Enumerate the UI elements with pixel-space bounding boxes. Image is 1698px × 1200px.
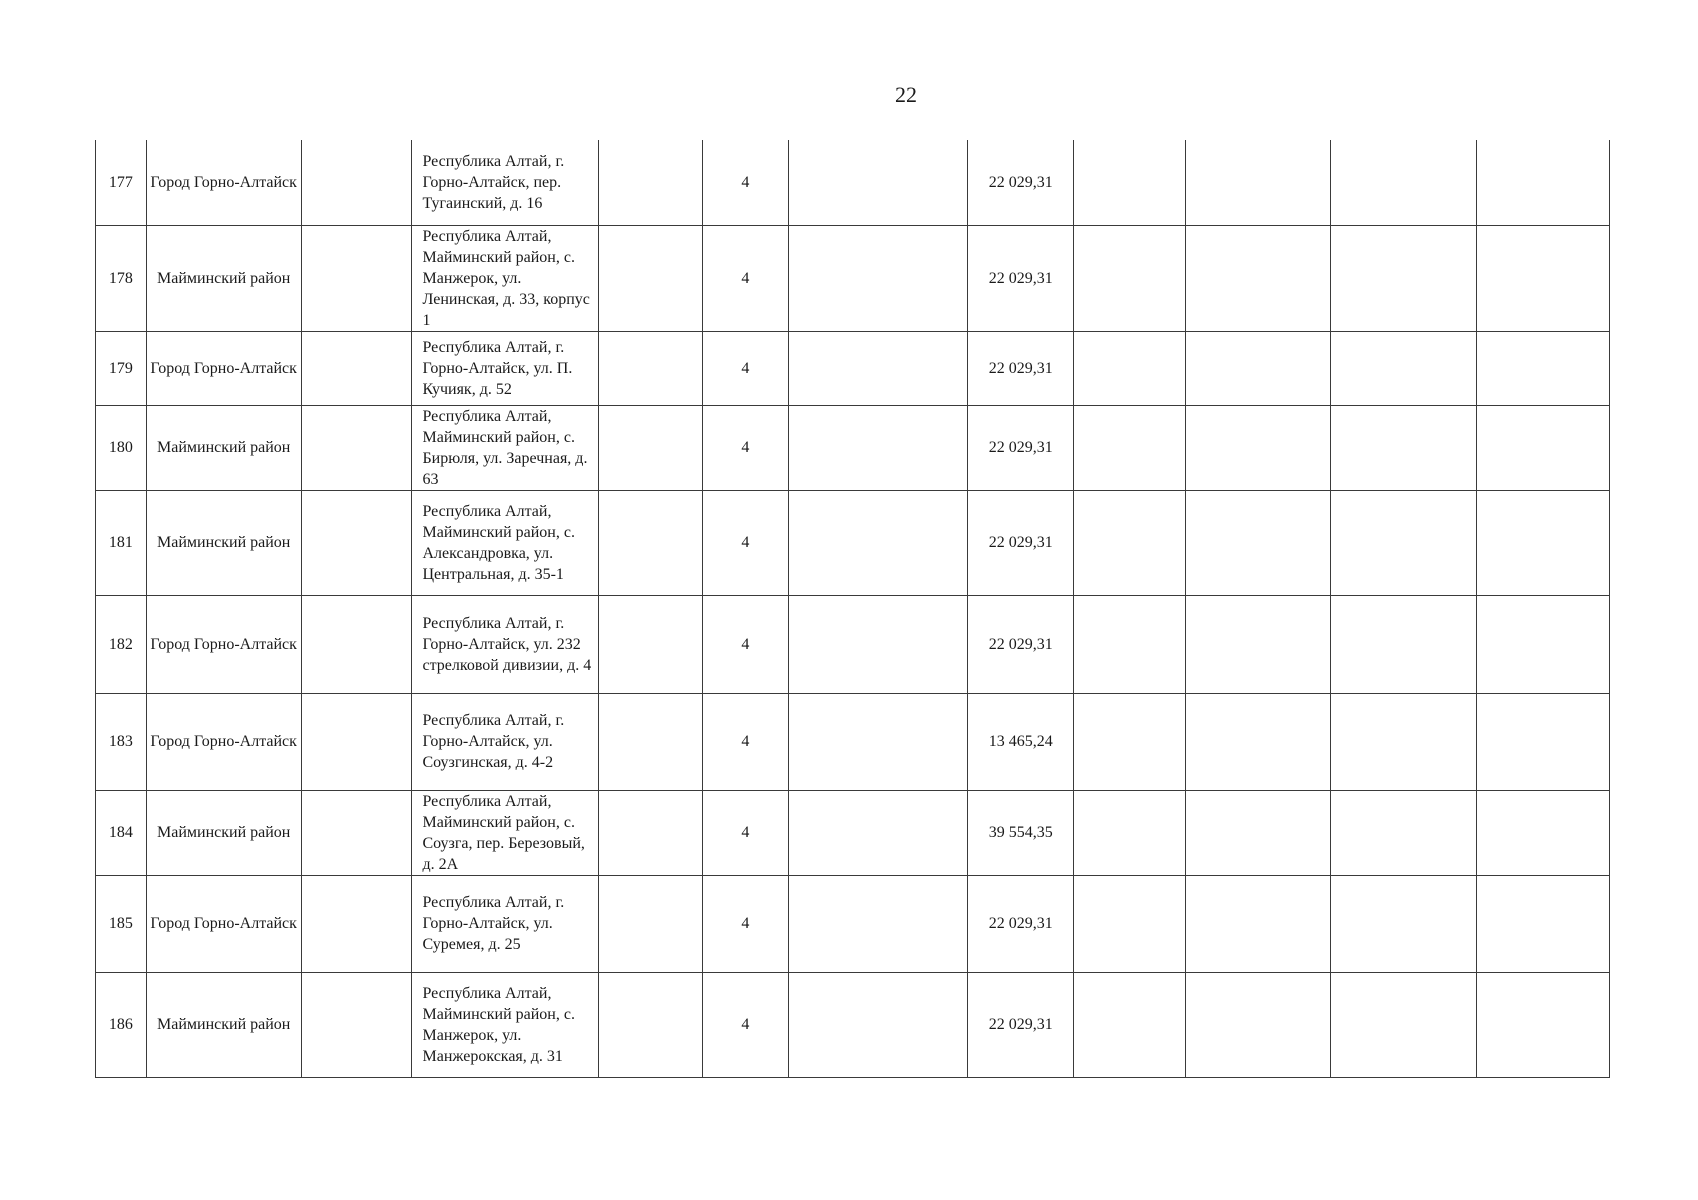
row-number: 183 (96, 693, 147, 790)
empty-cell (1073, 140, 1185, 225)
count-cell: 4 (702, 693, 789, 790)
amount-cell: 22 029,31 (968, 972, 1074, 1077)
count-cell: 4 (702, 595, 789, 693)
empty-cell (1331, 693, 1477, 790)
address-cell: Республика Алтай, Майминский район, с. Манжерок, ул. Ленинская, д. 33, корпус 1 (412, 225, 599, 331)
district-cell: Майминский район (146, 490, 301, 595)
empty-cell (1185, 790, 1331, 875)
page-number: 22 (895, 82, 917, 107)
empty-cell (789, 225, 968, 331)
count-cell: 4 (702, 140, 789, 225)
empty-cell (1073, 225, 1185, 331)
address-cell: Республика Алтай, г. Горно-Алтайск, пер. Тугаинский, д. 16 (412, 140, 599, 225)
address-cell: Республика Алтай, г. Горно-Алтайск, ул. Суремея, д. 25 (412, 875, 599, 972)
row-number: 177 (96, 140, 147, 225)
row-number: 179 (96, 331, 147, 405)
empty-cell (599, 595, 702, 693)
empty-cell (1331, 140, 1477, 225)
empty-cell (1073, 405, 1185, 490)
table-row (96, 490, 1610, 595)
empty-cell (301, 225, 412, 331)
empty-cell (789, 972, 968, 1077)
amount-cell: 22 029,31 (968, 875, 1074, 972)
empty-cell (789, 405, 968, 490)
empty-cell (301, 875, 412, 972)
row-number: 186 (96, 972, 147, 1077)
empty-cell (1476, 490, 1609, 595)
empty-cell (789, 140, 968, 225)
empty-cell (789, 595, 968, 693)
empty-cell (599, 693, 702, 790)
district-cell: Майминский район (146, 225, 301, 331)
empty-cell (1185, 595, 1331, 693)
empty-cell (1331, 875, 1477, 972)
count-cell: 4 (702, 225, 789, 331)
count-cell: 4 (702, 875, 789, 972)
empty-cell (1476, 790, 1609, 875)
empty-cell (301, 490, 412, 595)
empty-cell (1476, 972, 1609, 1077)
amount-cell: 22 029,31 (968, 490, 1074, 595)
empty-cell (1185, 140, 1331, 225)
empty-cell (1331, 331, 1477, 405)
district-cell: Майминский район (146, 972, 301, 1077)
amount-cell: 13 465,24 (968, 693, 1074, 790)
row-number: 182 (96, 595, 147, 693)
amount-cell: 22 029,31 (968, 595, 1074, 693)
empty-cell (1185, 331, 1331, 405)
table-row (96, 875, 1610, 972)
row-number: 184 (96, 790, 147, 875)
empty-cell (1073, 875, 1185, 972)
empty-cell (1073, 693, 1185, 790)
empty-cell (1185, 693, 1331, 790)
district-cell: Город Горно-Алтайск (146, 331, 301, 405)
table-row (96, 790, 1610, 875)
register-table (95, 140, 1610, 1078)
empty-cell (1476, 595, 1609, 693)
empty-cell (301, 790, 412, 875)
district-cell: Город Горно-Алтайск (146, 140, 301, 225)
empty-cell (1073, 972, 1185, 1077)
row-number: 180 (96, 405, 147, 490)
empty-cell (599, 972, 702, 1077)
count-cell: 4 (702, 790, 789, 875)
amount-cell: 22 029,31 (968, 225, 1074, 331)
count-cell: 4 (702, 490, 789, 595)
row-number: 178 (96, 225, 147, 331)
district-cell: Майминский район (146, 790, 301, 875)
empty-cell (301, 595, 412, 693)
empty-cell (1331, 490, 1477, 595)
empty-cell (1185, 875, 1331, 972)
address-cell: Республика Алтай, Майминский район, с. Бирюля, ул. Заречная, д. 63 (412, 405, 599, 490)
table-row (96, 693, 1610, 790)
table-row (96, 405, 1610, 490)
table-row (96, 225, 1610, 331)
empty-cell (789, 693, 968, 790)
amount-cell: 22 029,31 (968, 405, 1074, 490)
table-row (96, 972, 1610, 1077)
address-cell: Республика Алтай, г. Горно-Алтайск, ул. П. Кучияк, д. 52 (412, 331, 599, 405)
empty-cell (1476, 331, 1609, 405)
empty-cell (1073, 595, 1185, 693)
empty-cell (599, 331, 702, 405)
amount-cell: 39 554,35 (968, 790, 1074, 875)
district-cell: Город Горно-Алтайск (146, 693, 301, 790)
empty-cell (789, 490, 968, 595)
empty-cell (1476, 405, 1609, 490)
empty-cell (301, 331, 412, 405)
empty-cell (599, 790, 702, 875)
empty-cell (1073, 790, 1185, 875)
row-number: 181 (96, 490, 147, 595)
empty-cell (789, 331, 968, 405)
empty-cell (301, 140, 412, 225)
row-number: 185 (96, 875, 147, 972)
address-cell: Республика Алтай, г. Горно-Алтайск, ул. 232 стрелковой дивизии, д. 4 (412, 595, 599, 693)
amount-cell: 22 029,31 (968, 331, 1074, 405)
empty-cell (1073, 490, 1185, 595)
empty-cell (1185, 972, 1331, 1077)
empty-cell (789, 875, 968, 972)
empty-cell (1476, 140, 1609, 225)
empty-cell (599, 875, 702, 972)
table-row (96, 140, 1610, 225)
empty-cell (1331, 405, 1477, 490)
table-row (96, 595, 1610, 693)
table-row (96, 331, 1610, 405)
count-cell: 4 (702, 331, 789, 405)
district-cell: Майминский район (146, 405, 301, 490)
count-cell: 4 (702, 972, 789, 1077)
empty-cell (301, 972, 412, 1077)
empty-cell (1331, 790, 1477, 875)
amount-cell: 22 029,31 (968, 140, 1074, 225)
address-cell: Республика Алтай, Майминский район, с. Александровка, ул. Центральная, д. 35-1 (412, 490, 599, 595)
empty-cell (599, 490, 702, 595)
empty-cell (1185, 405, 1331, 490)
empty-cell (1185, 225, 1331, 331)
district-cell: Город Горно-Алтайск (146, 875, 301, 972)
empty-cell (789, 790, 968, 875)
district-cell: Город Горно-Алтайск (146, 595, 301, 693)
empty-cell (1331, 595, 1477, 693)
empty-cell (301, 405, 412, 490)
empty-cell (301, 693, 412, 790)
address-cell: Республика Алтай, г. Горно-Алтайск, ул. Соузгинская, д. 4-2 (412, 693, 599, 790)
empty-cell (1185, 490, 1331, 595)
empty-cell (1331, 972, 1477, 1077)
count-cell: 4 (702, 405, 789, 490)
empty-cell (1331, 225, 1477, 331)
empty-cell (599, 225, 702, 331)
address-cell: Республика Алтай, Майминский район, с. Соузга, пер. Березовый, д. 2А (412, 790, 599, 875)
empty-cell (599, 140, 702, 225)
empty-cell (1476, 225, 1609, 331)
address-cell: Республика Алтай, Майминский район, с. Манжерок, ул. Манжерокская, д. 31 (412, 972, 599, 1077)
empty-cell (599, 405, 702, 490)
empty-cell (1476, 875, 1609, 972)
empty-cell (1073, 331, 1185, 405)
empty-cell (1476, 693, 1609, 790)
